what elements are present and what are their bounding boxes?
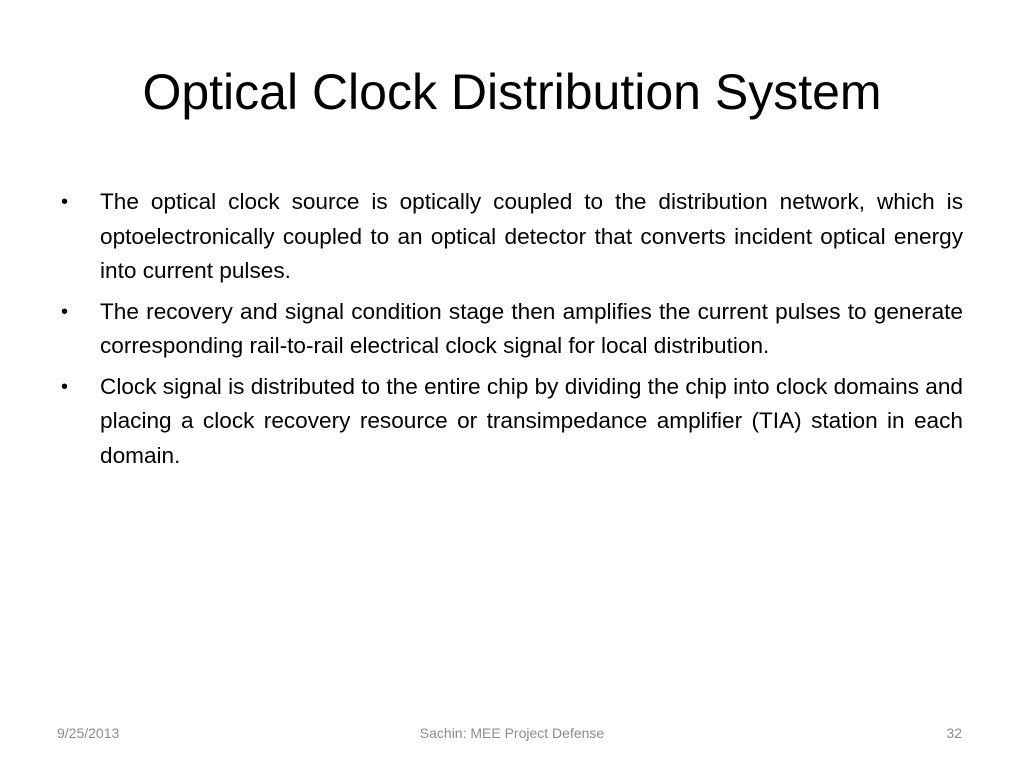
slide-title: Optical Clock Distribution System <box>142 64 882 120</box>
bullet-item <box>57 370 963 474</box>
bullet-dot-icon: • <box>61 375 69 398</box>
bullet-text: The optical clock source is optically coupled to the distribution network, which is optoelectronically coupled to an optical detector that converts incident optical energy into current pulses. <box>100 189 963 283</box>
footer-date: 9/25/2013 <box>57 725 120 741</box>
bullet-text: Clock signal is distributed to the entire chip by dividing the chip into clock domains and placing a clock recovery resource or transimpedance amplifier (TIA) station in each domain. <box>100 373 963 468</box>
footer-page-number: 32 <box>946 725 962 741</box>
bullet-list <box>57 185 963 479</box>
footer-presentation-title: Sachin: MEE Project Defense <box>419 725 605 741</box>
bullet-item <box>57 295 963 364</box>
bullet-text: The recovery and signal condition stage then amplifies the current pulses to generate corresponding rail-to-rail electrical clock signal for local distribution. <box>100 298 963 358</box>
bullet-dot-icon: • <box>61 300 69 323</box>
bullet-item <box>57 185 963 289</box>
bullet-dot-icon: • <box>61 191 69 213</box>
